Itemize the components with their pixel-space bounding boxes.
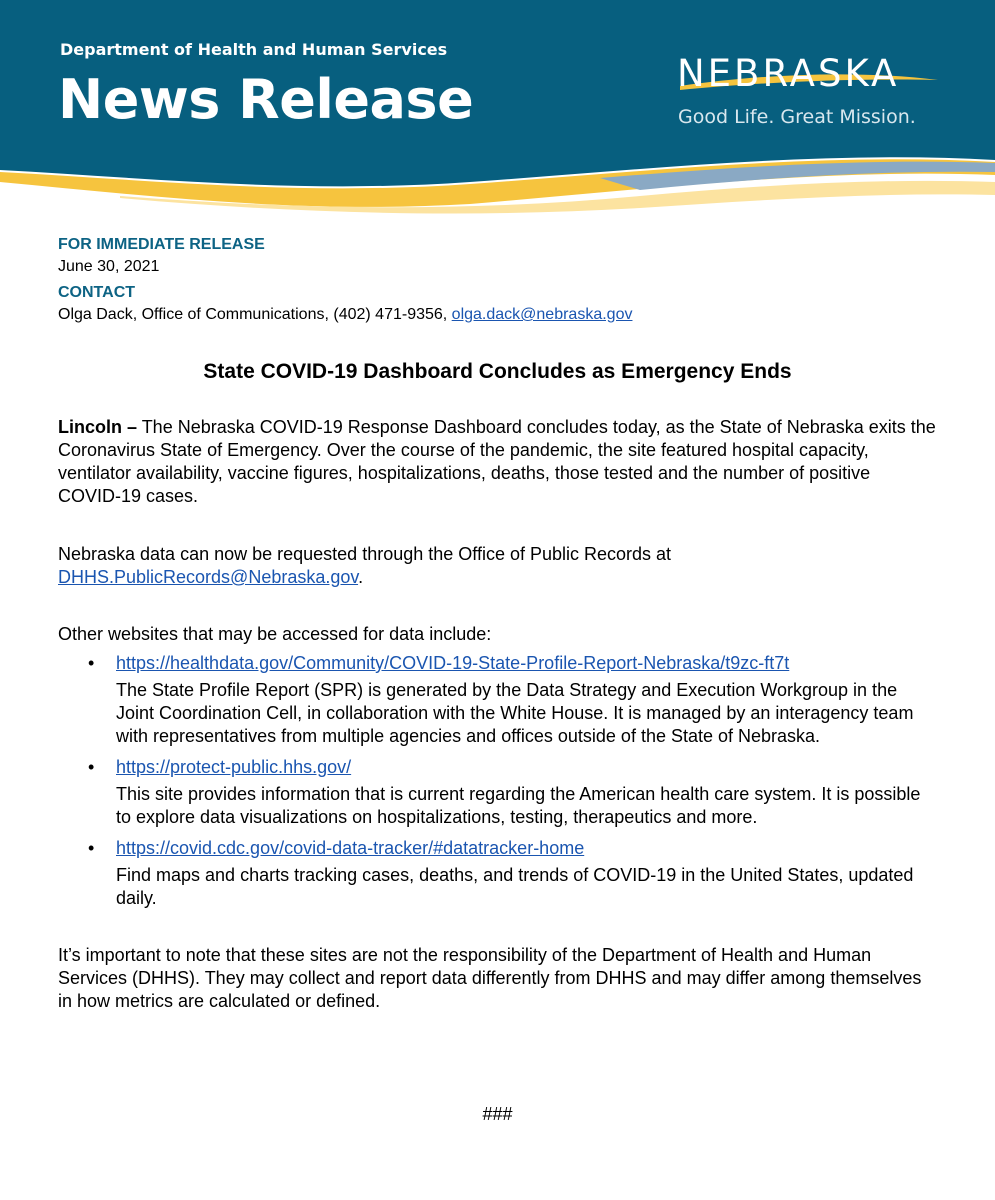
public-records-email-link[interactable]: DHHS.PublicRecords@Nebraska.gov — [58, 567, 359, 587]
news-release-title: News Release — [58, 68, 474, 131]
paragraph-2-text: Nebraska data can now be requested through the Office of Public Records at — [58, 544, 672, 564]
release-label: FOR IMMEDIATE RELEASE — [58, 236, 265, 253]
nebraska-logo: NEBRASKA — [677, 52, 900, 95]
end-mark: ### — [482, 1104, 513, 1124]
website-list — [58, 652, 938, 910]
list-item — [58, 652, 938, 748]
release-info — [58, 234, 632, 326]
dateline: Lincoln – — [58, 417, 138, 437]
contact-text: Olga Dack, Office of Communications, (402) 471-9356, — [58, 306, 452, 323]
list-item — [58, 756, 938, 829]
article-body — [58, 416, 938, 1013]
bullet-icon: • — [88, 757, 95, 777]
nebraska-tagline: Good Life. Great Mission. — [678, 106, 916, 128]
protect-public-link[interactable]: https://protect-public.hhs.gov/ — [116, 757, 352, 777]
contact-line — [58, 304, 632, 326]
cdc-tracker-link[interactable]: https://covid.cdc.gov/covid-data-tracker/#datatracker-home — [116, 838, 585, 858]
release-date: June 30, 2021 — [58, 258, 160, 275]
link-description: The State Profile Report (SPR) is generated by the Data Strategy and Execution Workgroup in the Joint Coordination Cell, in collaboration with the White House. It is managed by an interagency team with representatives from multiple agencies and offices outside of the State of Nebraska. — [116, 680, 914, 746]
healthdata-link[interactable]: https://healthdata.gov/Community/COVID-19-State-Profile-Report-Nebraska/t9zc-ft7t — [116, 653, 790, 673]
paragraph-2 — [58, 543, 938, 589]
bullet-icon: • — [88, 653, 95, 673]
press-headline: State COVID-19 Dashboard Concludes as Emergency Ends — [203, 360, 792, 383]
bullet-icon: • — [88, 838, 95, 858]
contact-label: CONTACT — [58, 284, 136, 301]
department-name: Department of Health and Human Services — [60, 40, 448, 59]
link-description: Find maps and charts tracking cases, deaths, and trends of COVID-19 in the United States, updated daily. — [116, 865, 914, 908]
paragraph-1 — [58, 416, 938, 508]
header-banner — [0, 0, 995, 215]
link-description: This site provides information that is current regarding the American health care system. It is possible to explore data visualizations on hospitalizations, testing, therapeutics and more. — [116, 784, 921, 827]
paragraph-3: Other websites that may be accessed for data include: — [58, 624, 492, 644]
paragraph-1-text: The Nebraska COVID-19 Response Dashboard concludes today, as the State of Nebraska exits the Coronavirus State of Emergency. Over the course of the pandemic, the site featured hospital capacity, ventilator availability, vaccine figures, hospitalizations, deaths, those tested and the number of positive COVID-19 cases. — [58, 417, 936, 506]
paragraph-2-end: . — [358, 567, 364, 587]
list-item — [58, 837, 938, 910]
paragraph-4: It’s important to note that these sites are not the responsibility of the Department of Health and Human Services (DHHS). They may collect and report data differently from DHHS and may differ among themselves in how metrics are calculated or defined. — [58, 945, 922, 1011]
contact-email-link[interactable]: olga.dack@nebraska.gov — [451, 306, 633, 323]
